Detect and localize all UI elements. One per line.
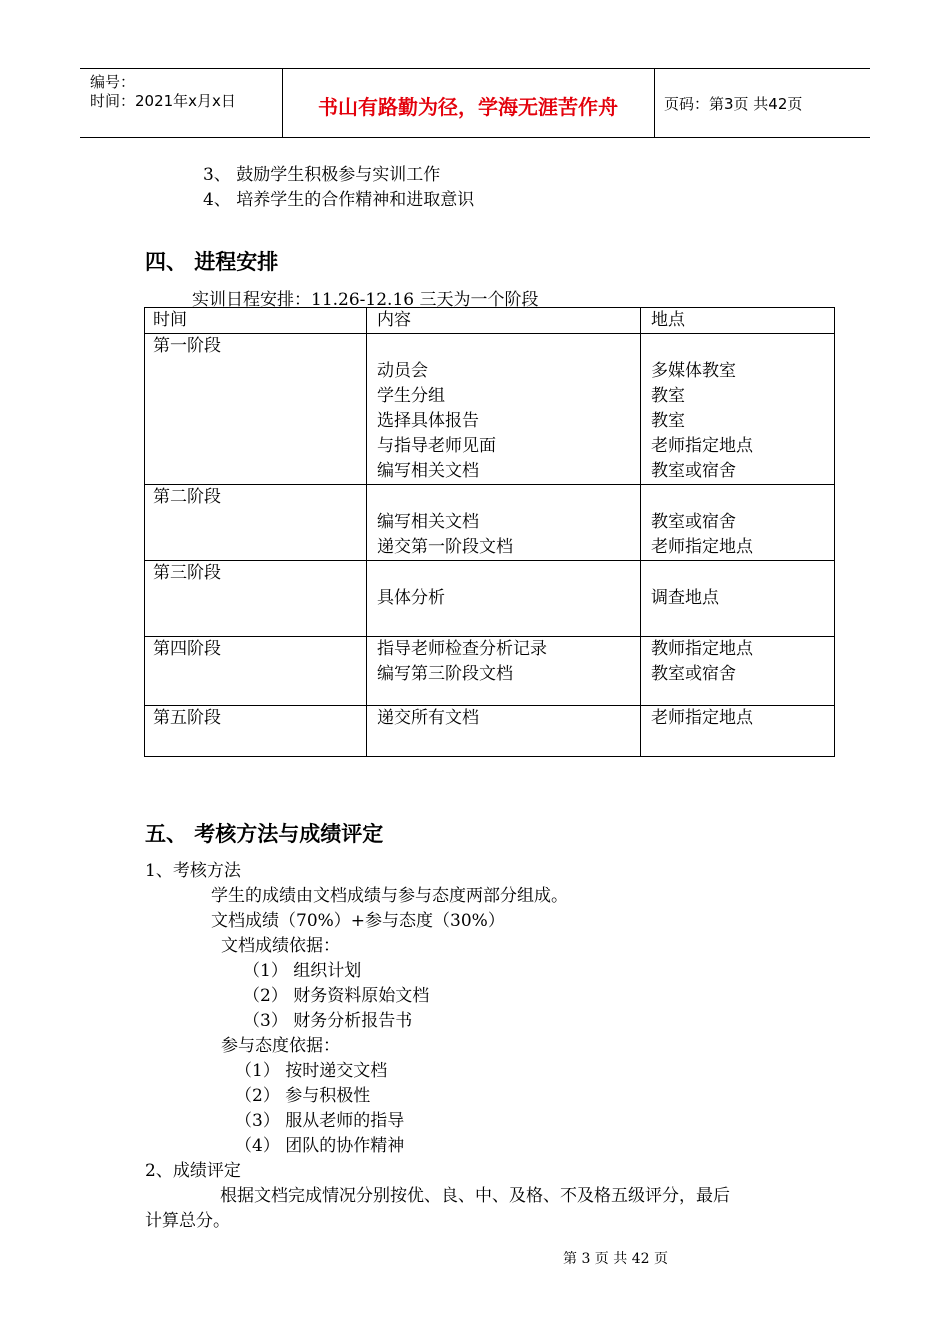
place-line <box>651 611 834 636</box>
place-line <box>651 561 834 586</box>
place-line: 教师指定地点 <box>651 639 753 659</box>
content-line: 具体分析 <box>377 588 445 608</box>
content-line: 与指导老师见面 <box>377 436 496 456</box>
schedule-table <box>144 307 835 757</box>
table-header-row <box>145 308 835 334</box>
goal-item: 4、 培养学生的合作精神和进取意识 <box>203 190 475 210</box>
place-line: 多媒体教室 <box>651 361 736 381</box>
place-cell <box>641 706 835 757</box>
stage-cell: 第一阶段 <box>145 334 367 485</box>
place-line: 教室或宿舍 <box>651 461 736 481</box>
place-cell <box>641 485 835 561</box>
content-line <box>377 731 640 756</box>
stage-cell: 第五阶段 <box>145 706 367 757</box>
place-line: 教室或宿舍 <box>651 664 736 684</box>
header-motto: 书山有路勤为径，学海无涯苦作舟 <box>318 95 618 119</box>
list-item: （2） 参与积极性 <box>235 1086 371 1106</box>
list-item: （3） 财务分析报告书 <box>243 1011 413 1031</box>
paragraph: 计算总分。 <box>145 1211 230 1231</box>
subheading-method: 1、考核方法 <box>145 861 241 881</box>
table-row <box>145 706 835 757</box>
content-line: 编写第三阶段文档 <box>377 664 513 684</box>
column-header: 时间 <box>145 308 367 334</box>
place-line <box>651 334 834 359</box>
stage-cell: 第二阶段 <box>145 485 367 561</box>
place-line: 教室或宿舍 <box>651 512 736 532</box>
place-line: 调查地点 <box>651 588 719 608</box>
table-row <box>145 485 835 561</box>
place-cell <box>641 637 835 706</box>
doc-basis-label: 文档成绩依据： <box>221 936 340 956</box>
document-number-label: 编号： <box>90 73 136 91</box>
stage-cell: 第四阶段 <box>145 637 367 706</box>
place-line <box>651 731 834 756</box>
place-line: 老师指定地点 <box>651 436 753 456</box>
list-item: （2） 财务资料原始文档 <box>243 986 430 1006</box>
page-footer: 第 3 页 共 42 页 <box>563 1251 668 1267</box>
header-page-label: 页码：第3页 共42页 <box>664 95 803 113</box>
content-line: 动员会 <box>377 361 428 381</box>
content-line <box>377 611 640 636</box>
document-date-label: 时间：2021年x月x日 <box>90 92 236 110</box>
place-line <box>651 687 834 704</box>
content-line: 递交第一阶段文档 <box>377 537 513 557</box>
column-header: 内容 <box>367 308 641 334</box>
content-cell <box>367 334 641 485</box>
content-cell <box>367 485 641 561</box>
place-line: 老师指定地点 <box>651 537 753 557</box>
place-line: 老师指定地点 <box>651 708 753 728</box>
page-header <box>80 68 870 138</box>
list-item: （3） 服从老师的指导 <box>235 1111 405 1131</box>
content-line: 学生分组 <box>377 386 445 406</box>
stage-cell: 第三阶段 <box>145 561 367 637</box>
column-header: 地点 <box>641 308 835 334</box>
content-line <box>377 561 640 586</box>
place-cell <box>641 334 835 485</box>
attitude-basis-label: 参与态度依据： <box>221 1036 340 1056</box>
list-item: （4） 团队的协作精神 <box>235 1136 405 1156</box>
content-line: 递交所有文档 <box>377 708 479 728</box>
content-line: 指导老师检查分析记录 <box>377 639 547 659</box>
place-cell <box>641 561 835 637</box>
subheading-grading: 2、成绩评定 <box>145 1161 241 1181</box>
table-row <box>145 334 835 485</box>
header-meta <box>90 73 236 111</box>
content-cell <box>367 637 641 706</box>
section-heading-schedule: 四、 进程安排 <box>145 250 279 274</box>
table-row <box>145 637 835 706</box>
list-item: （1） 按时递交文档 <box>235 1061 388 1081</box>
list-item: （1） 组织计划 <box>243 961 362 981</box>
content-line: 编写相关文档 <box>377 461 479 481</box>
content-cell <box>367 561 641 637</box>
schedule-summary: 实训日程安排：11.26-12.16 三天为一个阶段 <box>192 290 539 310</box>
place-line: 教室 <box>651 411 685 431</box>
place-line <box>651 485 834 510</box>
content-cell <box>367 706 641 757</box>
section-heading-assessment: 五、 考核方法与成绩评定 <box>145 822 384 846</box>
content-line: 选择具体报告 <box>377 411 479 431</box>
goal-item: 3、 鼓励学生积极参与实训工作 <box>203 165 441 185</box>
content-line <box>377 687 640 704</box>
paragraph: 学生的成绩由文档成绩与参与态度两部分组成。 <box>211 886 568 906</box>
paragraph: 根据文档完成情况分别按优、良、中、及格、不及格五级评分，最后 <box>220 1186 730 1206</box>
content-line <box>377 485 640 510</box>
header-divider <box>654 69 655 137</box>
grade-formula: 文档成绩（70%）+参与态度（30%） <box>211 911 505 931</box>
place-line: 教室 <box>651 386 685 406</box>
table-row <box>145 561 835 637</box>
content-line <box>377 334 640 359</box>
content-line: 编写相关文档 <box>377 512 479 532</box>
